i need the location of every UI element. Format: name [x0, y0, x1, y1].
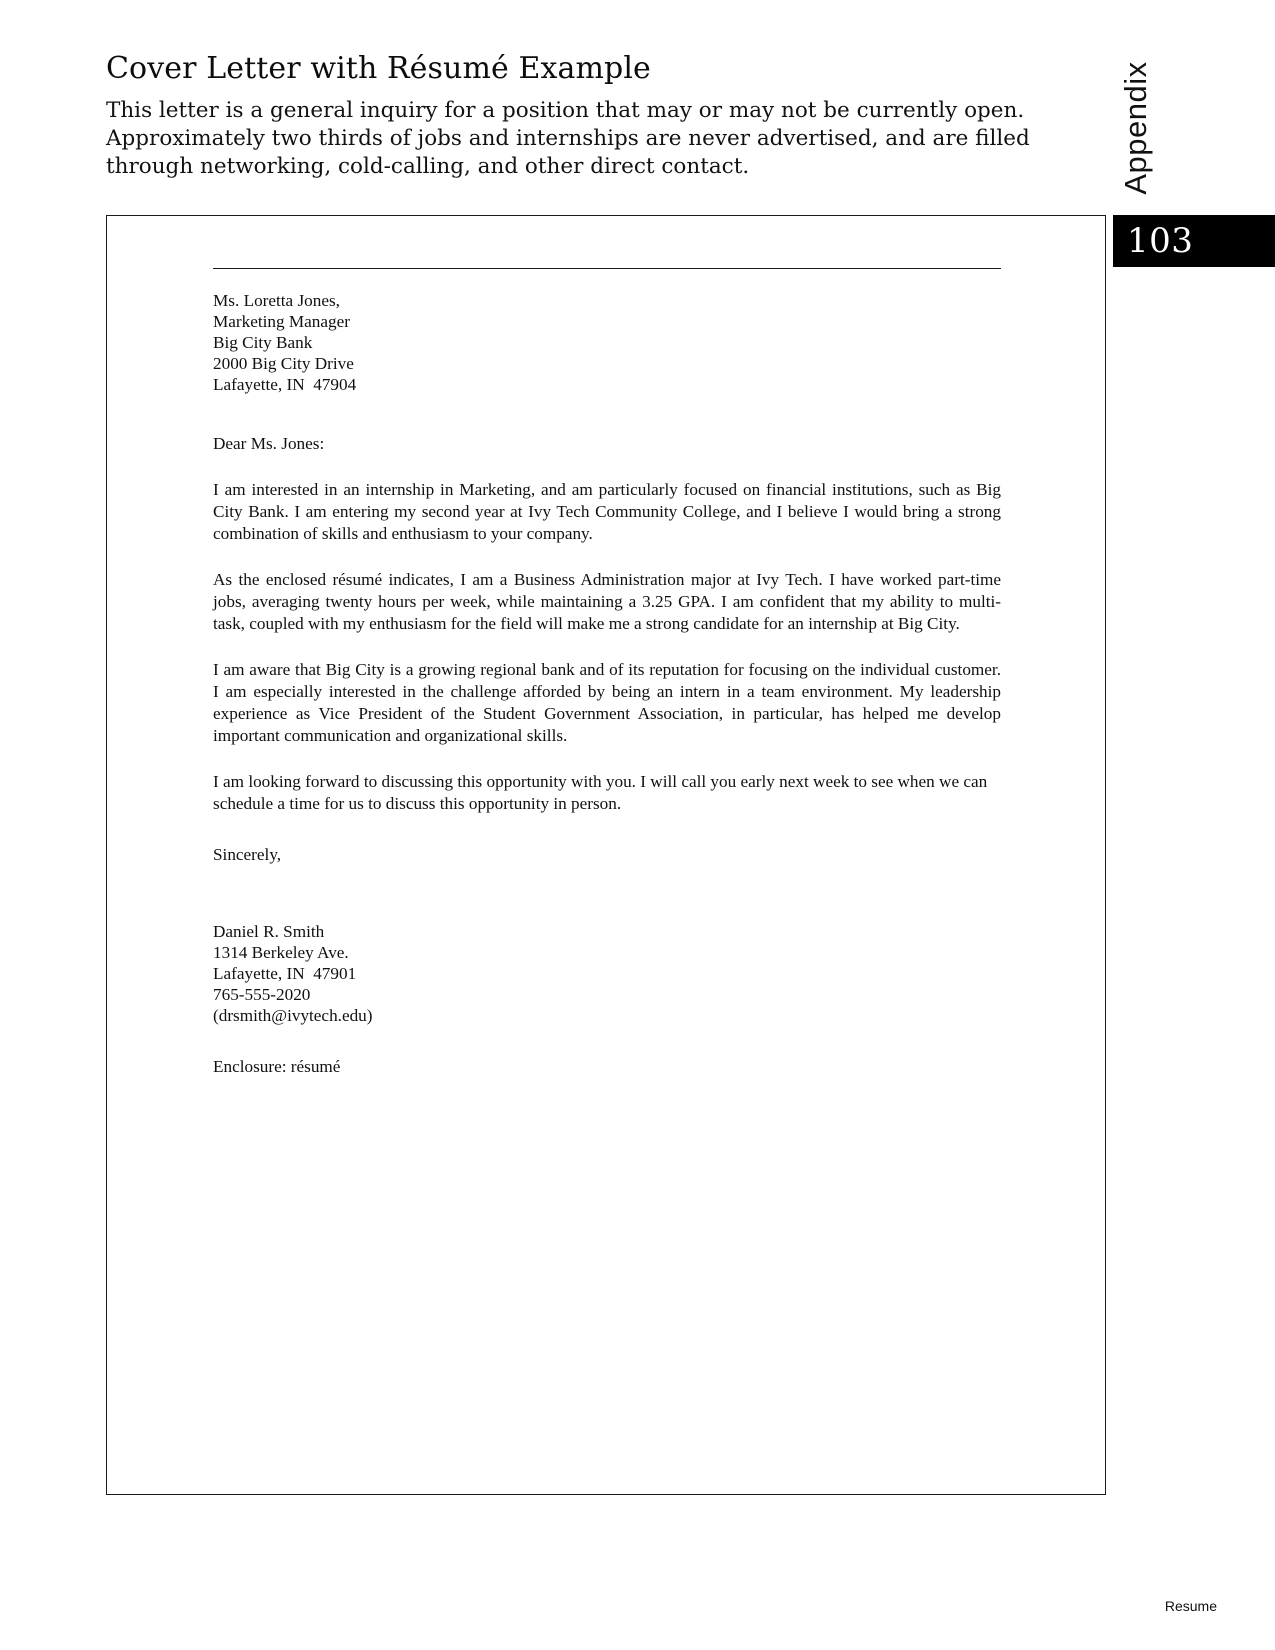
- section-tab-label: Appendix: [1118, 60, 1153, 195]
- page-number-label: 103: [1127, 221, 1194, 261]
- sender-phone: 765-555-2020: [213, 985, 311, 1005]
- salutation: Dear Ms. Jones:: [213, 433, 325, 453]
- body-paragraph-2: As the enclosed résumé indicates, I am a Business Administration major at Ivy Tech. I have worked part-time jobs, averaging twenty hours per week, while maintaining a 3.25 GPA. I am confident that my ability to multi-task, coupled with my enthusiasm for the field will make me a strong candidate for an internship at Big City.: [213, 569, 1001, 633]
- sender-email: (drsmith@ivytech.edu): [213, 1006, 373, 1026]
- letter-page: [106, 215, 1106, 1495]
- recipient-job-title: Marketing Manager: [213, 311, 350, 331]
- sender-street: 1314 Berkeley Ave.: [213, 943, 349, 963]
- footer-label: Resume: [1164, 1598, 1217, 1614]
- sender-signature-block: [213, 922, 1001, 1027]
- page-intro-paragraph: This letter is a general inquiry for a position that may or may not be currently open. Approximately two thirds of jobs and internships are never advertised, and are filled through networking, cold-calling, and other direct contact.: [106, 97, 1030, 180]
- sender-city-state-zip: Lafayette, IN 47901: [213, 964, 357, 984]
- body-paragraph-4: I am looking forward to discussing this opportunity with you. I will call you early next week to see when we can schedule a time for us to discuss this opportunity in person.: [213, 772, 988, 814]
- page-title: Cover Letter with Résumé Example: [106, 51, 651, 86]
- section-tab: [1113, 40, 1159, 215]
- recipient-organization: Big City Bank: [213, 332, 313, 352]
- body-paragraph-3: I am aware that Big City is a growing regional bank and of its reputation for focusing on the individual customer. I am especially interested in the challenge afforded by being an intern in a team environment. My leadership experience as Vice President of the Student Government Association, in particular, has helped me develop important communication and organizational skills.: [213, 660, 1001, 746]
- recipient-name: Ms. Loretta Jones,: [213, 291, 340, 310]
- letterhead-divider: [213, 268, 1001, 269]
- recipient-address-block: [213, 291, 1001, 396]
- page-number-badge: [1113, 215, 1275, 267]
- sender-name: Daniel R. Smith: [213, 922, 325, 942]
- recipient-street: 2000 Big City Drive: [213, 353, 354, 373]
- letter-content: [213, 268, 1001, 1078]
- body-paragraph-1: I am interested in an internship in Marketing, and am particularly focused on financial institutions, such as Big City Bank. I am entering my second year at Ivy Tech Community College, and I believe I would bring a strong combination of skills and enthusiasm to your company.: [213, 479, 1001, 543]
- page-heading: [106, 52, 1106, 182]
- enclosure-note: Enclosure: résumé: [213, 1057, 341, 1076]
- recipient-city-state-zip: Lafayette, IN 47904: [213, 374, 357, 394]
- closing-salutation: Sincerely,: [213, 845, 282, 865]
